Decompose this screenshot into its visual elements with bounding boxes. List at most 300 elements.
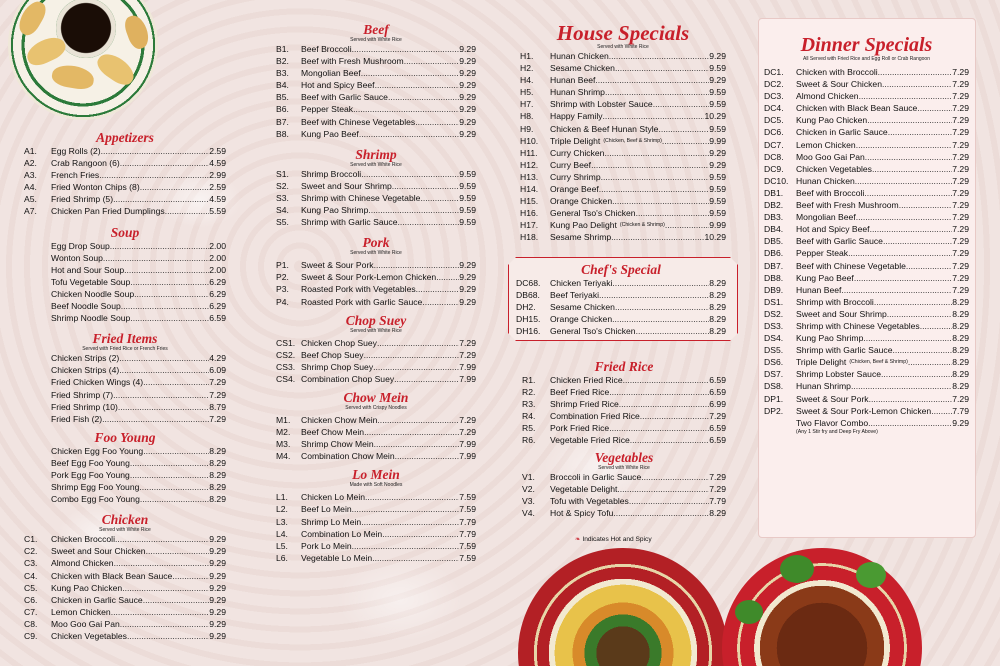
menu-item [24, 376, 226, 388]
item-price: 9.29 [459, 44, 476, 54]
item-name: Beef Fried Rice [550, 387, 610, 398]
item-code [24, 240, 51, 252]
chow-mein-title: Chow Mein [343, 389, 409, 405]
item-code: S5. [276, 217, 289, 228]
item-price: 8.29 [709, 507, 726, 518]
dot-leader [119, 352, 209, 364]
item-price: 9.59 [709, 99, 726, 110]
dot-leader [609, 422, 709, 434]
dot-leader [165, 205, 210, 217]
item-code: DB3. [764, 212, 784, 223]
shrimp-subtitle: Served with White Rice [350, 161, 402, 168]
item-name: Combination Chop Suey [301, 373, 395, 384]
item-price: 9.29 [459, 80, 476, 91]
item-code: DC6. [764, 127, 784, 138]
item-name: French Fries [51, 170, 100, 181]
item-price: 8.29 [952, 320, 969, 331]
menu-item [276, 552, 476, 564]
item-price: 9.29 [209, 618, 226, 629]
menu-item [24, 312, 226, 324]
item-code [24, 445, 51, 457]
menu-item [276, 116, 476, 128]
item-price: 9.29 [209, 582, 226, 593]
item-name: Chicken with Black Bean Sauce [796, 103, 918, 114]
pepper-icon: ❧ [575, 536, 581, 543]
chop-suey-title: Chop Suey [345, 312, 407, 328]
item-code: L3. [276, 516, 288, 527]
dot-leader [856, 211, 953, 223]
menu-item [764, 126, 969, 138]
item-code: S2. [276, 180, 289, 191]
item-code: DB9. [764, 284, 784, 295]
menu-item [276, 55, 476, 67]
item-name: Chicken in Garlic Sauce [796, 127, 888, 138]
item-code: P4. [276, 296, 289, 307]
item-price: 7.29 [952, 91, 969, 102]
dot-leader [113, 389, 209, 401]
item-name: Roasted Pork with Vegetables [301, 284, 416, 295]
dot-leader [352, 43, 460, 55]
item-code: C7. [24, 606, 38, 617]
dot-leader [868, 417, 952, 429]
item-name: Shrimp Chop Suey [301, 361, 374, 372]
vegetables-title: Vegetables [594, 449, 654, 465]
item-name: Chicken Chop Suey [301, 337, 377, 348]
soup-section [24, 226, 226, 325]
item-name: Shrimp Chow Mein [301, 439, 374, 450]
item-price: 8.29 [709, 290, 726, 301]
menu-item [764, 393, 969, 405]
item-name: Pepper Steak [796, 248, 849, 259]
menu-item [24, 445, 226, 457]
menu-item [520, 159, 726, 171]
item-price: 9.59 [709, 87, 726, 98]
item-name: Vegetable Delight [550, 483, 618, 494]
item-price: 5.59 [209, 206, 226, 217]
menu-item [276, 128, 476, 140]
menu-item [764, 66, 969, 78]
item-code: H12. [520, 159, 539, 170]
food-plate-left-photo [518, 548, 728, 666]
chefs-special-section [516, 263, 726, 337]
dot-leader [612, 277, 709, 289]
item-price: 7.99 [459, 373, 476, 384]
dinner-specials-subtitle: All Served with Fried Rice and Egg Roll or Crab Rangoon [802, 56, 930, 62]
menu-item [764, 211, 969, 223]
menu-item [24, 469, 226, 481]
item-name: Sweet & Sour Pork [796, 393, 869, 404]
menu-item [24, 557, 226, 569]
item-code: DS8. [764, 381, 784, 392]
dinner-specials-title: Dinner Specials [800, 34, 933, 56]
item-name: Sesame Chicken [550, 63, 615, 74]
menu-item [764, 356, 969, 368]
dot-leader [856, 139, 953, 151]
dot-leader [364, 349, 460, 361]
item-price: 8.79 [209, 401, 226, 412]
menu-item [520, 123, 726, 135]
shrimp-section [276, 148, 476, 228]
hot-spicy-note [575, 535, 652, 543]
item-name: Sesame Shrimp [550, 232, 612, 243]
item-price: 9.59 [709, 208, 726, 219]
item-name: Happy Family [550, 111, 603, 122]
item-name: Chicken Vegetables [51, 631, 127, 641]
item-name: Pork Lo Mein [301, 540, 352, 551]
menu-item [276, 450, 476, 462]
item-code: DC5. [764, 115, 784, 126]
item-name: Chicken in Garlic Sauce [51, 594, 143, 605]
menu-item [764, 344, 969, 356]
item-name: Chicken with Broccoli [796, 67, 878, 77]
menu-item [276, 180, 476, 192]
menu-item [24, 193, 226, 205]
dot-leader [368, 204, 459, 216]
dot-leader [120, 157, 209, 169]
item-name: Beef with Garlic Sauce [301, 92, 388, 103]
item-code: A5. [24, 194, 37, 205]
item-price: 7.29 [459, 349, 476, 360]
dot-leader [146, 545, 210, 557]
dot-leader [854, 272, 952, 284]
item-code: DB8. [764, 272, 784, 283]
item-code: DS2. [764, 308, 784, 319]
item-name: Beef with Chinese Vegetable [796, 260, 906, 271]
item-name: Kung Pao Chicken [796, 115, 868, 126]
item-price: 9.29 [209, 631, 226, 641]
dot-leader [388, 91, 459, 103]
item-name: Hunan Beef [550, 75, 596, 86]
item-name: Chicken with Black Bean Sauce [51, 570, 173, 581]
item-code: M4. [276, 451, 291, 462]
hot-note-text: Indicates Hot and Spicy [582, 536, 652, 543]
item-code: S1. [276, 168, 289, 179]
item-price: 8.29 [209, 469, 226, 480]
item-code: H8. [520, 111, 534, 122]
menu-item [276, 283, 476, 295]
item-price: 2.00 [209, 252, 226, 263]
item-price: 9.99 [709, 135, 726, 146]
item-price: 7.29 [952, 175, 969, 186]
menu-item [276, 491, 476, 503]
menu-item [276, 67, 476, 79]
menu-item [24, 264, 226, 276]
menu-item [520, 74, 726, 86]
dot-leader [422, 296, 459, 308]
item-price: 7.29 [952, 187, 969, 198]
item-price: 2.59 [209, 146, 226, 156]
menu-item [764, 223, 969, 235]
item-name: Fried Fish (2) [51, 413, 103, 424]
item-name: Kung Pao Delight [550, 220, 617, 231]
menu-item [520, 219, 726, 231]
fried-items-subtitle: Served with Fried Rice or French Fries [82, 346, 168, 353]
menu-item [24, 545, 226, 557]
menu-item [24, 157, 226, 169]
dot-leader [906, 260, 952, 272]
vegetables-section [522, 451, 726, 519]
menu-item [520, 62, 726, 74]
menu-item [24, 570, 226, 582]
item-price: 7.79 [459, 528, 476, 539]
menu-item [516, 289, 726, 301]
item-price: 6.29 [209, 276, 226, 287]
dot-leader [870, 223, 953, 235]
item-note: (Chicken, Beef & Shrimp) [603, 137, 662, 144]
chow-mein-subtitle: Served with Crispy Noodles [345, 404, 407, 411]
item-code: H11. [520, 147, 538, 158]
menu-item [276, 79, 476, 91]
dot-leader [878, 66, 953, 78]
menu-item [276, 216, 476, 228]
dot-leader [382, 528, 459, 540]
dot-leader [375, 79, 460, 91]
menu-item [276, 361, 476, 373]
item-name: Hunan Shrimp [550, 87, 605, 98]
beef-section [276, 23, 476, 140]
dot-leader [615, 62, 709, 74]
item-name: Chicken Lo Mein [301, 492, 366, 503]
dot-leader [143, 594, 210, 606]
item-name: Beef with Garlic Sauce [796, 236, 883, 247]
item-code: P3. [276, 284, 289, 295]
menu-item [764, 235, 969, 247]
dot-leader [99, 169, 209, 181]
pork-section [276, 236, 476, 307]
dot-leader [612, 313, 709, 325]
item-name: Two Flavor Combo [796, 417, 869, 428]
item-name: Chicken Strips (4) [51, 365, 120, 376]
item-price: 7.79 [952, 405, 969, 416]
item-name: Chicken Broccoli [51, 534, 115, 545]
item-code: H1. [520, 51, 534, 61]
item-name: Chicken Vegetables [796, 163, 872, 174]
item-name: Beef Noodle Soup [51, 301, 121, 312]
dot-leader [404, 55, 460, 67]
menu-item [522, 422, 726, 434]
item-price: 7.29 [709, 483, 726, 494]
item-price: 6.29 [209, 288, 226, 299]
item-price: 8.29 [952, 333, 969, 344]
item-name: Triple Delight [550, 135, 601, 146]
dot-leader [118, 401, 209, 413]
item-name: Shrimp Egg Foo Young [51, 482, 140, 493]
dot-leader [908, 356, 952, 368]
item-code: R3. [522, 399, 536, 410]
dot-leader [130, 469, 209, 481]
menu-item [520, 50, 726, 62]
menu-item [276, 528, 476, 540]
menu-item [276, 91, 476, 103]
item-code: L2. [276, 504, 288, 515]
dot-leader [883, 235, 952, 247]
item-name: Hot & Spicy Tofu [550, 507, 614, 518]
item-name: Beef with Chinese Vegetables [301, 116, 416, 127]
item-code: C5. [24, 582, 38, 593]
menu-item [764, 114, 969, 126]
dot-leader [103, 252, 209, 264]
item-code: DS1. [764, 296, 784, 307]
item-code: DB2. [764, 200, 784, 211]
menu-item [24, 252, 226, 264]
item-code: V2. [522, 483, 535, 494]
fried-rice-section [522, 360, 726, 447]
item-code: H15. [520, 196, 539, 207]
item-name: Sweet and Sour Shrimp [796, 308, 887, 319]
menu-item [520, 171, 726, 183]
item-name: Hunan Beef [796, 284, 842, 295]
item-name: Orange Chicken [550, 314, 613, 325]
item-code: DB5. [764, 236, 784, 247]
menu-item [522, 398, 726, 410]
dot-leader [130, 276, 209, 288]
menu-item [520, 98, 726, 110]
item-name: Fried Chicken Wings (4) [51, 377, 144, 388]
item-price: 9.59 [459, 180, 476, 191]
menu-item [522, 507, 726, 519]
item-code [24, 264, 51, 276]
item-price: 6.99 [709, 399, 726, 410]
item-note: (Chicken & Shrimp) [619, 222, 665, 229]
item-price: 9.59 [459, 192, 476, 203]
dot-leader [892, 344, 952, 356]
dot-leader [603, 110, 705, 122]
item-name: Sweet & Sour Chicken [796, 79, 882, 90]
item-code: DB6. [764, 248, 784, 259]
item-price: 6.59 [709, 435, 726, 446]
item-price: 7.59 [459, 552, 476, 563]
item-name: Chicken Noodle Soup [51, 288, 135, 299]
menu-item [276, 503, 476, 515]
item-code: DS3. [764, 320, 784, 331]
menu-item [24, 594, 226, 606]
item-name: Beef with Fresh Mushroom [796, 200, 899, 211]
item-price: 9.29 [459, 116, 476, 127]
item-name: Chicken Pan Fried Dumplings [51, 206, 165, 217]
item-code: L1. [276, 492, 288, 503]
item-name: Chicken Teriyaki [550, 278, 613, 288]
item-code: C8. [24, 618, 38, 629]
dot-leader [615, 301, 709, 313]
item-price: 9.59 [459, 168, 476, 179]
dot-leader [595, 74, 709, 86]
item-price: 8.29 [952, 369, 969, 380]
item-price: 9.29 [209, 594, 226, 605]
menu-item [520, 195, 726, 207]
menu-item [276, 259, 476, 271]
dot-leader [365, 491, 459, 503]
item-code [24, 276, 51, 288]
item-name: Kung Pao Beef [301, 128, 359, 139]
item-price: 8.29 [209, 494, 226, 505]
item-name: Shrimp with Garlic Sauce [796, 345, 893, 356]
item-name: Beef Teriyaki [550, 290, 600, 301]
item-name: Chicken Chow Mein [301, 414, 378, 425]
item-code [24, 389, 51, 401]
item-name: Hot and Spicy Beef [301, 80, 375, 91]
appetizers-title: Appetizers [96, 130, 154, 145]
dot-leader [373, 361, 459, 373]
dot-leader [881, 368, 952, 380]
menu-item [276, 438, 476, 450]
menu-item [276, 373, 476, 385]
item-price: 7.29 [709, 411, 726, 422]
item-code [24, 300, 51, 312]
dot-leader [662, 135, 709, 147]
item-name: Kung Pao Shrimp [796, 333, 864, 344]
item-code: V3. [522, 495, 535, 506]
item-name: General Tso's Chicken [550, 326, 636, 337]
item-code: H7. [520, 99, 534, 110]
column-2 [276, 23, 476, 564]
item-price: 7.59 [459, 492, 476, 503]
menu-item [764, 260, 969, 272]
shrimp-title: Shrimp [355, 146, 397, 162]
dumplings-photo [8, 0, 158, 120]
item-price: 7.59 [459, 504, 476, 515]
chicken-section [24, 513, 226, 642]
dot-leader [392, 180, 460, 192]
dot-leader [121, 300, 210, 312]
item-code [24, 352, 51, 364]
item-price: 8.29 [209, 457, 226, 468]
menu-item [276, 192, 476, 204]
item-code: A7. [24, 206, 37, 217]
item-code: DB7. [764, 260, 784, 271]
item-code: H16. [520, 208, 539, 219]
menu-item [764, 151, 969, 163]
item-code: V1. [522, 471, 535, 482]
dot-leader [882, 78, 952, 90]
menu-item [764, 199, 969, 211]
pork-title: Pork [362, 235, 390, 251]
item-name: Moo Goo Gai Pan [796, 151, 865, 162]
dot-leader [364, 426, 459, 438]
dot-leader [127, 630, 209, 642]
dot-leader [130, 457, 209, 469]
menu-item [522, 386, 726, 398]
fried-items-title: Fried Items [92, 331, 158, 347]
item-price: 9.59 [709, 63, 726, 74]
pork-subtitle: Served with White Rice [350, 250, 402, 257]
dot-leader [353, 103, 459, 115]
item-price: 9.29 [459, 272, 476, 283]
menu-item [24, 300, 226, 312]
dot-leader [636, 207, 710, 219]
item-price: 7.29 [952, 115, 969, 126]
item-code: CS4. [276, 373, 296, 384]
menu-item [764, 380, 969, 392]
menu-item [764, 417, 969, 429]
dot-leader [359, 128, 459, 140]
dot-leader [630, 434, 709, 446]
item-name: Almond Chicken [51, 558, 114, 569]
item-price: 4.29 [209, 353, 226, 364]
menu-item [276, 516, 476, 528]
menu-item [24, 205, 226, 217]
chefs-special-title: Chef's Special [581, 262, 661, 277]
item-price: 8.29 [709, 326, 726, 337]
dot-leader [863, 332, 952, 344]
item-code: R4. [522, 411, 536, 422]
item-code: DH2. [516, 302, 536, 313]
item-code: L4. [276, 528, 288, 539]
item-code: M3. [276, 439, 291, 450]
item-code: H10. [520, 135, 539, 146]
item-name: Shrimp Broccoli [301, 168, 362, 179]
menu-item [276, 168, 476, 180]
item-price: 7.29 [952, 139, 969, 150]
